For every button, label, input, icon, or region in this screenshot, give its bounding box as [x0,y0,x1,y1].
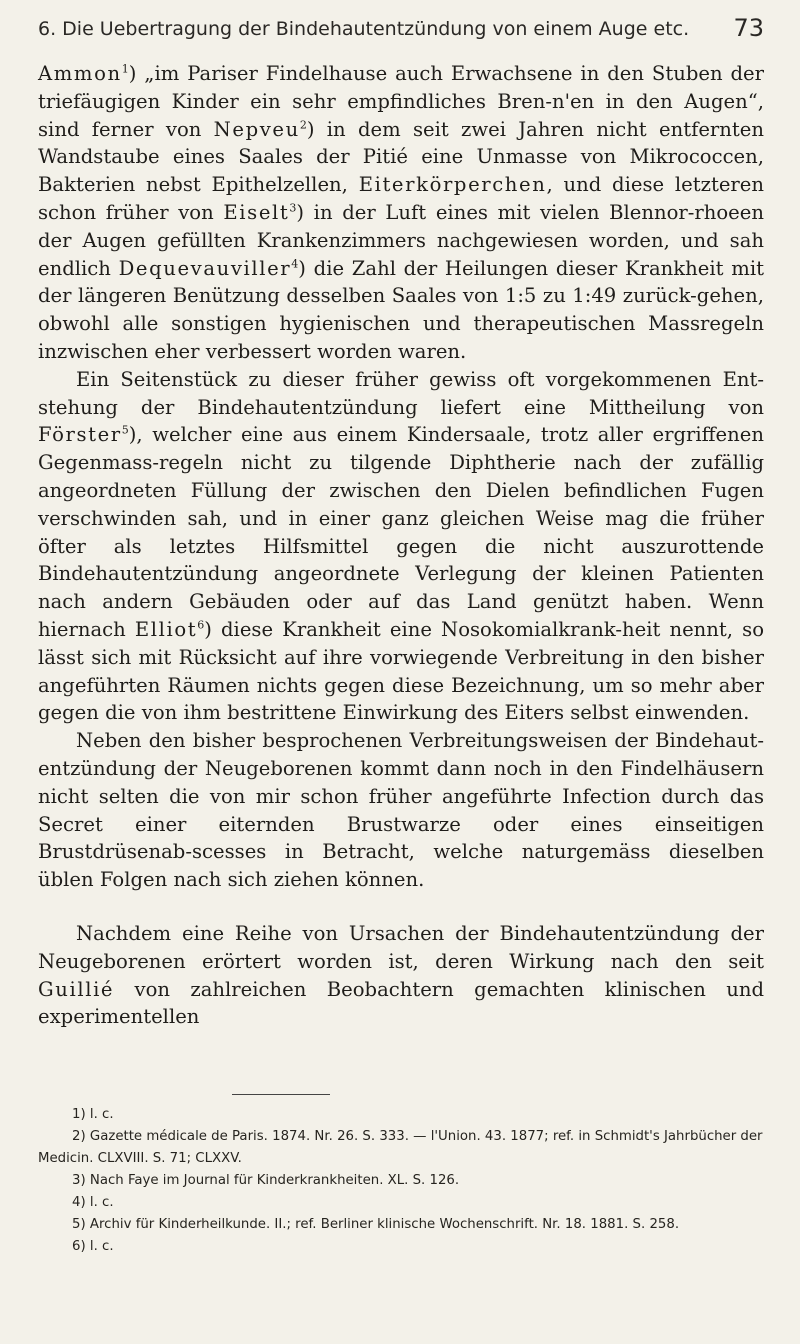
paragraph-4 [38,920,764,1031]
footnote-text: l. c. [89,1239,114,1254]
footnote-ref: 5 [121,423,129,437]
text-run: ) diese Krankheit eine Nosokomialkrank-heit nennt, so lässt sich mit Rücksicht auf ihre vorwiegende Verbreitung in den bisher angeführten Räumen nichts gegen diese Bezeichnung, um so mehr aber gegen die von ihm bestrittene Einwirkung des Eiters selbst einwenden. [38,617,764,725]
author-name: Förster [38,423,122,447]
footnote-ref: 3 [289,201,297,215]
footnote-mark: 3) [72,1173,86,1188]
text-run: ), welcher eine aus einem Kindersaale, trotz aller ergriffenen Gegenmass-regeln nicht zu tilgende Diphtherie nach der zufällig angeordneten Füllung der zwischen den Dielen befindlichen Fugen verschwinden sah, und in einer ganz gleichen Weise mag die früher öfter als letztes Hilfsmittel gegen die nicht auszurottende Bindehautentzündung angeordnete Verlegung der kleinen Patienten nach andern Gebäuden oder auf das Land genützt haben. Wenn hiernach [38,423,764,641]
footnote-mark: 5) [72,1217,86,1232]
author-name: Nepveu [213,117,300,141]
footnote-6 [38,1236,764,1258]
page-number: 73 [733,14,764,42]
paragraph-3 [38,727,764,894]
running-title: 6. Die Uebertragung der Bindehautentzündung von einem Auge etc. [38,18,690,40]
footnote-mark: 1) [72,1107,86,1122]
footnotes [38,1104,764,1258]
footnote-ref: 2 [299,118,307,132]
footnote-text: l. c. [89,1107,114,1122]
footnote-ref: 4 [291,257,299,271]
footnote-mark: 6) [72,1239,86,1254]
footnote-divider [232,1094,330,1095]
author-name: Guillié [38,977,115,1001]
footnote-ref: 6 [197,618,205,632]
author-name: Dequevauviller [118,256,292,280]
author-name: Eiselt [223,200,290,224]
text-run: ) „im Pariser Findelhause auch Erwachsene in den Stuben der triefäugigen Kinder ein sehr empfindliches Bren-n'en in den Augen“, sind ferner von [38,62,764,141]
running-header [38,14,764,48]
footnote-2 [38,1126,764,1170]
footnote-ref: 1 [121,62,129,76]
text-run: ) in der Luft eines mit vielen Blennor-rhoeen der Augen gefüllten Krankenzimmers nachgewiesen worden, und sah endlich [38,200,764,280]
text-run: Neben den bisher besprochenen Verbreitungsweisen der Bindehaut-entzündung der Neugeborenen kommt dann noch in den Findelhäusern nicht selten die von mir schon früher angeführte Infection durch das Secret einer eiternden Brustwarze oder eines einseitigen Brustdrüsenab-scesses in Betracht, welche naturgemäss dieselben üblen Folgen nach sich ziehen können. [38,729,764,892]
footnote-4 [38,1192,764,1214]
text-run: Nachdem eine Reihe von Ursachen der Bindehautentzündung der Neugeborenen erörtert worden ist, deren Wirkung nach den seit [38,921,764,973]
text-run: von zahlreichen Beobachtern gemachten klinischen und experimentellen [38,977,764,1029]
text-run: Ein Seitenstück zu dieser früher gewiss oft vorgekommenen Ent-stehung der Bindehautentzündung liefert eine Mittheilung von [38,367,764,419]
main-text [38,60,764,1031]
author-name: Ammon [38,62,122,85]
footnote-mark: 4) [72,1195,86,1210]
footnote-text: Nach Faye im Journal für Kinderkrankheiten. XL. S. 126. [89,1173,460,1188]
text-run: , und diese letzteren schon früher von [38,173,764,224]
text-run: ) in dem seit zwei Jahren nicht entfernten Wandstaube eines Saales der Pitié eine Unmasse von Mikrococcen, Bakterien nebst Epithelzellen, [38,117,764,197]
text-run: ) die Zahl der Heilungen dieser Krankheit mit der längeren Benützung desselben Saales von 1:5 zu 1:49 zurück-gehen, obwohl alle sonstigen hygienischen und therapeutischen Massregeln inzwischen eher verbessert worden waren. [38,256,764,363]
paragraph-1 [38,60,764,366]
footnote-3 [38,1170,764,1192]
emphasis-term: Eiterkörperchen [358,173,547,197]
footnote-mark: 2) [72,1129,86,1144]
footnote-text: l. c. [89,1195,114,1210]
footnote-1 [38,1104,764,1126]
footnote-text: Gazette médicale de Paris. 1874. Nr. 26. S. 333. — l'Union. 43. 1877; ref. in Schmidt's Jahrbücher der Medicin. CLXVIII. S. 71; CLXXV. [38,1129,763,1166]
footnote-text: Archiv für Kinderheilkunde. II.; ref. Berliner klinische Wochenschrift. Nr. 18. 1881. S. 258. [89,1217,680,1232]
author-name: Elliot [134,617,198,641]
paragraph-2 [38,366,764,727]
footnote-5 [38,1214,764,1236]
